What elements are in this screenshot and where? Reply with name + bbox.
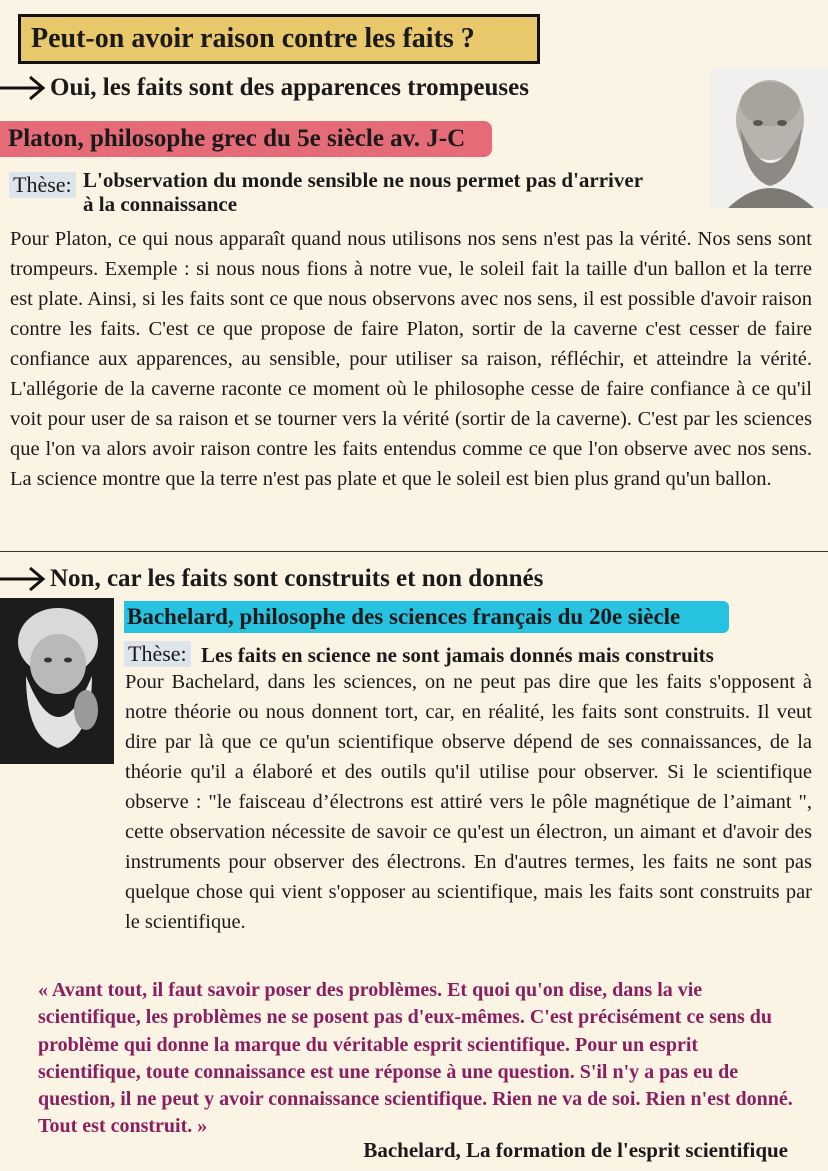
platon-author-text: Platon, philosophe grec du 5e siècle av. J-C — [8, 125, 466, 152]
section2-these-label: Thèse: — [124, 641, 191, 667]
bachelard-portrait-image — [0, 598, 114, 764]
arrow-right-icon — [0, 564, 46, 594]
section1-these-label: Thèse: — [9, 172, 76, 198]
section2-heading-text: Non, car les faits sont construits et non donnés — [50, 565, 544, 592]
platon-bust-image — [710, 68, 828, 208]
platon-paragraph: Pour Platon, ce qui nous apparaît quand nous utilisons nos sens n'est pas la vérité. Nos sens sont trompeurs. Exemple : si nous nous fions à notre vue, le soleil fait la taille d'un ballon et la terre est plate. Ainsi, si les faits sont ce que nous observons avec nos sens, il est possible d'avoir raison contre les faits. C'est ce que propose de faire Platon, sortir de la caverne c'est cesser de faire confiance aux apparences, au sensible, pour utiliser sa raison, réfléchir, et atteindre la vérité. L'allégorie de la caverne raconte ce moment où le philosophe cesse de faire confiance à ce qu'il voit pour user de sa raison et se tourner vers la vérité (sortir de la caverne). C'est par les sciences que l'on va alors avoir raison contre les faits entendus comme ce que l'on observe avec nos sens. La science montre que la terre n'est pas plate et que le soleil est bien plus grand qu'un ballon. — [10, 228, 812, 490]
bachelard-author-highlight — [124, 601, 729, 633]
platon-author-highlight — [0, 121, 492, 157]
page-title-text: Peut-on avoir raison contre les faits ? — [31, 23, 475, 54]
bachelard-paragraph: Pour Bachelard, dans les sciences, on ne peut pas dire que les faits s'opposent à notre théorie ou nous donnent tort, car, en réalité, les faits sont construits. Il veut dire par là que ce qu'un scientifique observe dépend de ses connaissances, de la théorie qu'il a élaboré et des outils qu'il utilise pour observer. Si le scientifique observe : "le faisceau d’électrons est attiré vers le pôle magnétique de l’aimant ", cette observation nécessite de savoir ce qu'est un électron, un aimant et d'avoir des instruments pour observer des électrons. En d'autres termes, les faits ne sont pas quelque chose qui vient s'opposer au scientifique, mais les faits sont construits par le scientifique. — [125, 671, 812, 933]
bachelard-quote: « Avant tout, il faut savoir poser des problèmes. Et quoi qu'on dise, dans la vie scientifique, les problèmes ne se posent pas d'eux-mêmes. C'est précisément ce sens du problème qui donne la marque du véritable esprit scientifique. Pour un esprit scientifique, toute connaissance est une réponse à une question. S'il n'y a pas eu de question, il ne peut y avoir connaissance scientifique. Rien ne va de soi. Rien n'est donné. Tout est construit. » — [38, 979, 793, 1138]
arrow-right-icon — [0, 73, 46, 103]
bachelard-author-text: Bachelard, philosophe des sciences français du 20e siècle — [127, 604, 681, 629]
section1-heading — [0, 73, 529, 103]
section2-these-text: Les faits en science ne sont jamais donnés mais construits — [201, 643, 714, 667]
section1-heading-text: Oui, les faits sont des apparences trompeuses — [50, 74, 529, 101]
section-divider — [0, 551, 828, 552]
section1-these-text: L'observation du monde sensible ne nous permet pas d'arriver à la connaissance — [83, 168, 643, 216]
section2-heading — [0, 564, 543, 594]
quote-source: Bachelard, La formation de l'esprit scientifique — [363, 1138, 788, 1162]
page-title — [18, 14, 540, 64]
